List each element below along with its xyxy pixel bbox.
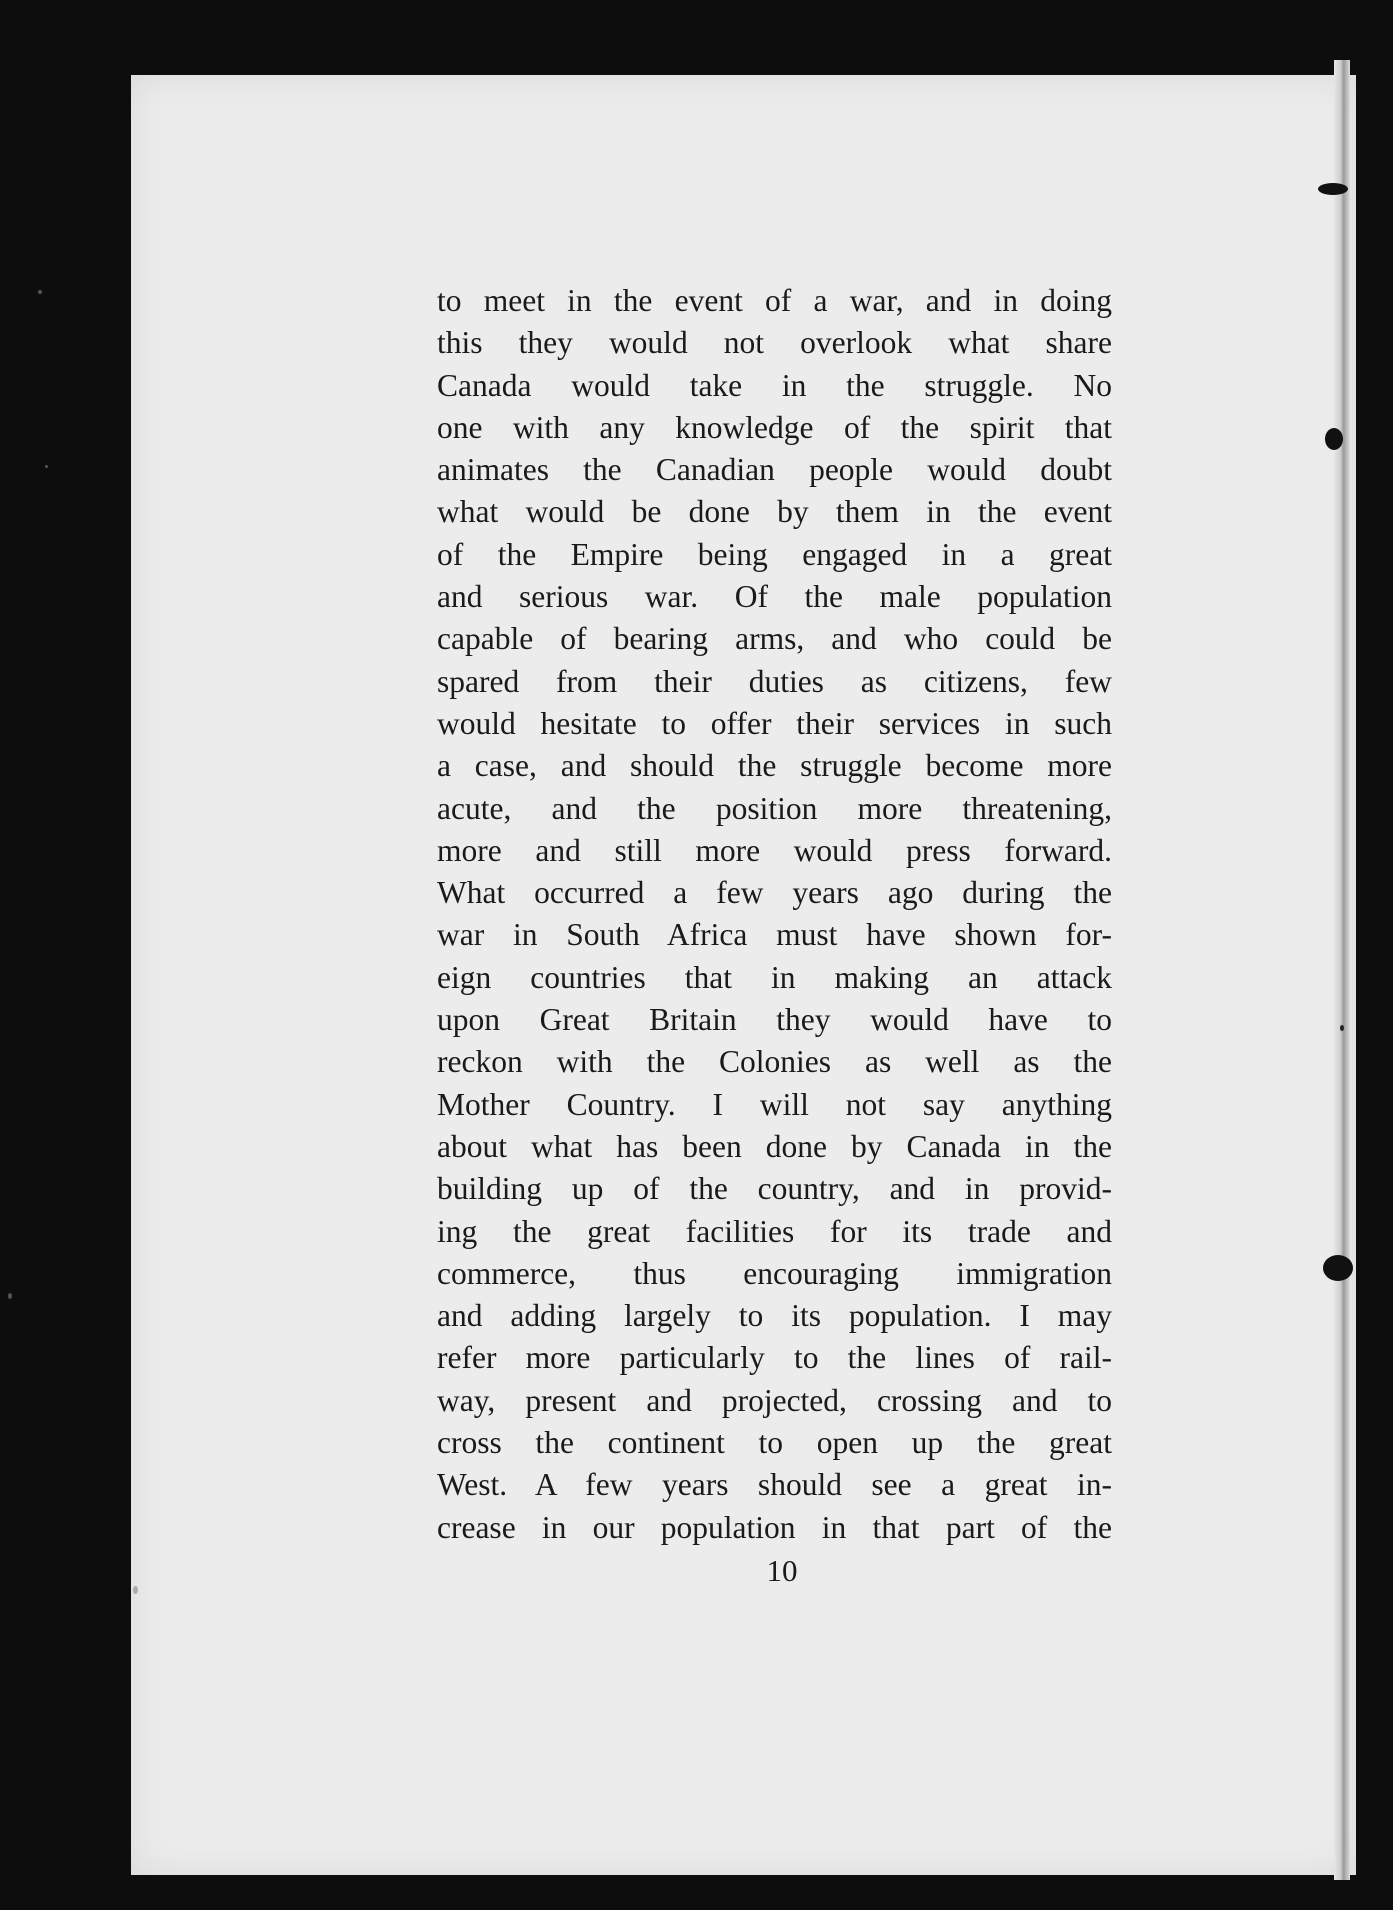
text-line: this they would not overlook what share bbox=[437, 325, 1112, 361]
text-line: and adding largely to its population. I may bbox=[437, 1298, 1112, 1334]
text-line: crease in our population in that part of the bbox=[437, 1509, 1112, 1545]
text-line: about what has been done by Canada in the bbox=[437, 1128, 1112, 1164]
text-line: spared from their duties as citizens, few bbox=[437, 663, 1112, 699]
text-line: of the Empire being engaged in a great bbox=[437, 536, 1112, 572]
text-line: to meet in the event of a war, and in doing bbox=[437, 283, 1112, 318]
body-text bbox=[437, 280, 1112, 1549]
text-line: and serious war. Of the male population bbox=[437, 579, 1112, 615]
binding-mark bbox=[1318, 183, 1348, 195]
text-line: refer more particularly to the lines of rail- bbox=[437, 1340, 1112, 1376]
text-line: way, present and projected, crossing and to bbox=[437, 1382, 1112, 1418]
text-line: What occurred a few years ago during the bbox=[437, 875, 1112, 911]
text-line: reckon with the Colonies as well as the bbox=[437, 1044, 1112, 1080]
text-line: acute, and the position more threatening, bbox=[437, 790, 1112, 826]
text-line: a case, and should the struggle become more bbox=[437, 748, 1112, 784]
binding-mark bbox=[1323, 1255, 1353, 1281]
text-line: building up of the country, and in provid- bbox=[437, 1171, 1112, 1207]
text-line: what would be done by them in the event bbox=[437, 494, 1112, 530]
binding-mark bbox=[1325, 428, 1343, 450]
page-number: 10 bbox=[766, 1553, 798, 1588]
text-line: commerce, thus encouraging immigration bbox=[437, 1255, 1112, 1291]
text-line: Canada would take in the struggle. No bbox=[437, 367, 1112, 403]
text-line: more and still more would press forward. bbox=[437, 832, 1112, 868]
text-line: one with any knowledge of the spirit that bbox=[437, 409, 1112, 445]
text-line: war in South Africa must have shown for- bbox=[437, 917, 1112, 953]
text-line: capable of bearing arms, and who could be bbox=[437, 621, 1112, 657]
text-line: ing the great facilities for its trade and bbox=[437, 1213, 1112, 1249]
page-edge bbox=[1334, 60, 1350, 1880]
text-line: would hesitate to offer their services in such bbox=[437, 705, 1112, 741]
text-line: Mother Country. I will not say anything bbox=[437, 1086, 1112, 1122]
text-line: eign countries that in making an attack bbox=[437, 959, 1112, 995]
text-line: West. A few years should see a great in- bbox=[437, 1467, 1112, 1503]
text-line: upon Great Britain they would have to bbox=[437, 1002, 1112, 1038]
text-line: cross the continent to open up the great bbox=[437, 1425, 1112, 1461]
text-line: animates the Canadian people would doubt bbox=[437, 452, 1112, 488]
